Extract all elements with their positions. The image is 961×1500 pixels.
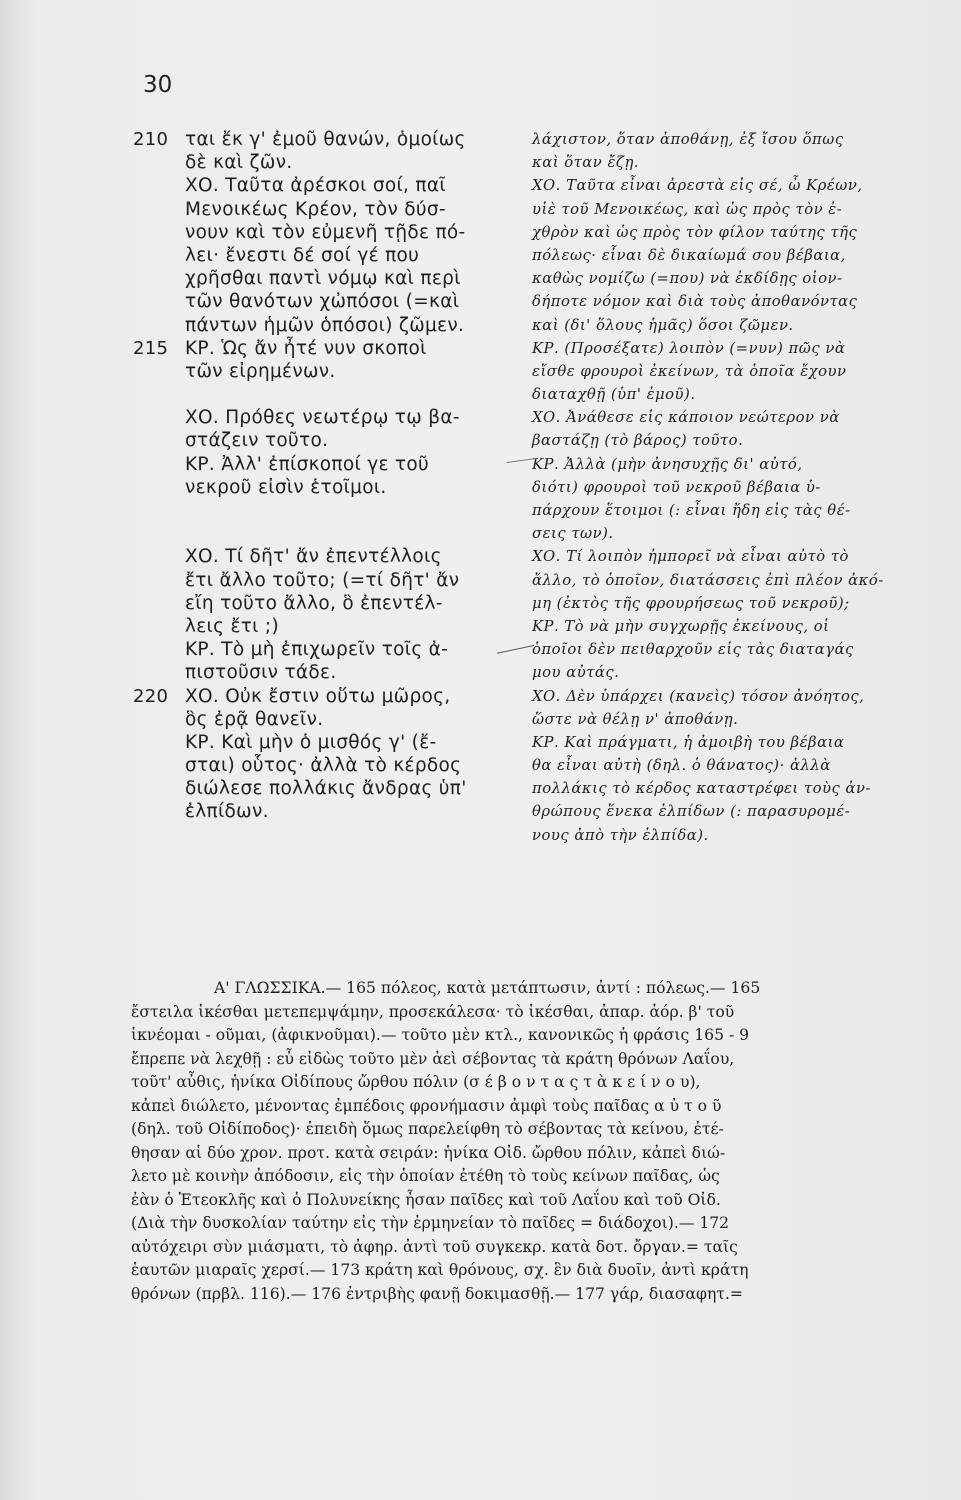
note-line: κἀπεὶ διώλετο, μένοντας ἐμπέδοις φρονήμασιν ἀμφὶ τοὺς παῖδας α ὐ τ ο ῦ: [131, 1096, 722, 1115]
greek-line: [133, 569, 503, 592]
translation-line: ὥστε νὰ θέλῃ ν' ἀποθάνῃ.: [532, 710, 739, 728]
greek-line: [133, 383, 503, 406]
greek-line: [133, 453, 503, 476]
greek-line-text: νουν καὶ τὸν εὐμενῆ τῇδε πό-: [185, 221, 466, 243]
translation-line: πολλάκις τὸ κέρδος καταστρέφει τοὺς ἀν-: [532, 780, 871, 798]
greek-line: [133, 800, 503, 823]
translation-line: διαταχθῇ (ὑπ' ἐμοῦ).: [532, 386, 696, 404]
greek-line-text: δὲ καὶ ζῶν.: [185, 152, 293, 174]
translation-line: ΧΟ. Ἀνάθεσε εἰς κάποιον νεώτερον νὰ: [532, 409, 840, 427]
greek-line-text: λει· ἔνεστι δέ σοί γέ που: [185, 244, 420, 266]
greek-line: [133, 638, 503, 661]
greek-line-text: τῶν θανότων χὠπόσοι (=καὶ: [185, 291, 460, 313]
note-line: θρόνων (πρβλ. 116).— 176 ἐντριβὴς φανῇ δοκιμασθῇ.— 177 γάρ, διασαφητ.=: [131, 1284, 743, 1303]
line-number: 210: [133, 129, 169, 150]
translation-line: λάχιστον, ὅταν ἀποθάνῃ, ἐξ ἴσου ὅπως: [532, 131, 844, 148]
translation-line: ὁποῖοι δὲν πειθαρχοῦν εἰς τὰς διαταγάς: [532, 641, 854, 659]
greek-line: [133, 592, 503, 615]
greek-line: [133, 615, 503, 638]
line-number: 220: [133, 685, 169, 707]
greek-text-column: [133, 128, 503, 824]
note-line: λετο μὲ κοινὴν ἀπόδοσιν, εἰς τὴν ὁποίαν ἐτέθη τὸ τοὺς κείνων παῖδας, ὡς: [131, 1167, 720, 1185]
note-line: θησαν αἱ δύο χρον. προτ. κατὰ σειράν: ἡνίκα Οἰδ. ὤρθου πόλιν, κἀπεὶ διώ-: [131, 1143, 726, 1162]
greek-line: [133, 128, 503, 151]
linguistic-notes: [131, 977, 909, 1306]
greek-line-text: ΚΡ. Καὶ μὴν ὁ μισθός γ' (ἔ-: [185, 731, 437, 753]
greek-line: [133, 267, 503, 290]
translation-line: μου αὐτάς.: [532, 664, 620, 682]
translation-line: ΧΟ. Τί λοιπὸν ἠμπορεῖ νὰ εἶναι αὐτὸ τὸ: [532, 548, 849, 566]
translation-line: ἄλλο, τὸ ὁποῖον, διατάσσεις ἐπὶ πλέον ἀκό-: [532, 571, 884, 589]
note-line: (δηλ. τοῦ Οἰδίποδος)· ἐπειδὴ ὅμως παρελείφθη τὸ σέβοντας τὰ κείνου, ἐτέ-: [131, 1120, 724, 1138]
greek-line: [133, 151, 503, 174]
greek-line-text: ΚΡ. Ὡς ἄν ἦτέ νυν σκοποὶ: [185, 337, 427, 359]
greek-line-text: ται ἔκ γ' ἐμοῦ θανών, ὁμοίως: [185, 129, 466, 150]
greek-line: [133, 708, 503, 731]
translation-line: βαστάζῃ (τὸ βάρος) τοῦτο.: [532, 432, 744, 450]
greek-line: [133, 522, 503, 545]
greek-line-text: λεις ἔτι ;): [185, 615, 279, 637]
greek-line-text: Μενοικέως Κρέον, τὸν δύσ-: [185, 198, 446, 220]
greek-line: [133, 545, 503, 568]
translation-line: υἱὲ τοῦ Μενοικέως, καὶ ὡς πρὸς τὸν ἐ-: [532, 200, 843, 218]
greek-line-text: ΧΟ. Τί δῆτ' ἄν ἐπεντέλλοις: [185, 546, 442, 568]
translation-line: θα εἶναι αὐτὴ (δηλ. ὁ θάνατος)· ἀλλὰ: [532, 757, 831, 775]
greek-line-text: ΧΟ. Οὐκ ἔστιν οὕτω μῶρος,: [185, 685, 451, 707]
greek-line: [133, 174, 503, 197]
translation-line: μη (ἐκτὸς τῆς φρουρήσεως τοῦ νεκροῦ);: [532, 594, 850, 612]
note-line: ἱκνέομαι - οῦμαι, (ἀφικνοῦμαι).— τοῦτο μὲν κτλ., κανονικῶς ἡ φράσις 165 - 9: [131, 1026, 750, 1044]
translation-line: χθρὸν καὶ ὡς πρὸς τὸν φίλον ταύτης τῆς: [532, 223, 858, 241]
greek-line-text: ΧΟ. Πρόθες νεωτέρῳ τῳ βα-: [185, 407, 460, 429]
greek-line-text: ὃς ἐρᾷ θανεῖν.: [185, 708, 324, 730]
greek-line: [133, 290, 503, 313]
note-line: τοῦτ' αὖθις, ἡνίκα Οἰδίπους ὤρθου πόλιν (σ έ β ο ν τ α ς τ ὰ κ ε ί ν ο υ),: [131, 1073, 701, 1091]
note-line: ἔπρεπε νὰ λεχθῇ : εὖ εἰδὼς τοῦτο μὲν ἀεὶ σέβοντας τὰ κράτη θρόνων Λαΐου,: [131, 1049, 735, 1068]
translation-line: πόλεως· εἶναι δὲ δικαίωμά σου βέβαια,: [532, 246, 846, 264]
translation-line: θρώπους ἕνεκα ἐλπίδων (: παρασυρομέ-: [532, 803, 851, 821]
greek-line-text: ἔτι ἄλλο τοῦτο; (=τί δῆτ' ἄν: [185, 569, 460, 591]
greek-line: [133, 198, 503, 221]
greek-line: [133, 337, 503, 360]
greek-line: [133, 661, 503, 684]
translation-line: ΚΡ. Καὶ πράγματι, ἡ ἀμοιβὴ του βέβαια: [532, 733, 845, 751]
translation-line: σεις των).: [532, 525, 614, 543]
line-number: 215: [133, 337, 169, 359]
translation-column: [532, 128, 927, 847]
translation-line: καὶ ὅταν ἔζῃ.: [532, 154, 640, 172]
note-line: ἔστειλα ἱκέσθαι μετεπεμψάμην, προσεκάλεσα· τὸ ἱκέσθαι, ἀπαρ. ἀόρ. β' τοῦ: [131, 1002, 735, 1021]
translation-line: πάρχουν ἕτοιμοι (: εἶναι ἤδη εἰς τὰς θέ-: [532, 502, 851, 519]
greek-line: [133, 731, 503, 754]
greek-line-text: ΚΡ. Τὸ μὴ ἐπιχωρεῖν τοῖς ἀ-: [185, 639, 449, 661]
translation-line: ΚΡ. (Προσέξατε) λοιπὸν (=νυν) πῶς νὰ: [532, 339, 846, 357]
note-line: ἐὰν ὁ Ἐτεοκλῆς καὶ ὁ Πολυνείκης ἦσαν παῖδες καὶ τοῦ Λαΐου καὶ τοῦ Οἰδ.: [131, 1190, 721, 1209]
greek-line: [133, 777, 503, 800]
greek-line-text: διώλεσε πολλάκις ἄνδρας ὑπ': [185, 778, 467, 800]
greek-line: [133, 221, 503, 244]
note-line: Α' ΓΛΩΣΣΙΚΑ.— 165 πόλεος, κατὰ μετάπτωσιν, ἀντί : πόλεως.— 165: [214, 979, 761, 997]
translation-line: εἴσθε φρουροὶ ἐκείνων, τὰ ὁποῖα ἔχουν: [532, 362, 847, 380]
note-line: (Διὰ τὴν δυσκολίαν ταύτην εἰς τὴν ἑρμηνείαν τὸ παῖδες = διάδοχοι).— 172: [131, 1214, 730, 1232]
greek-line: [133, 360, 503, 383]
greek-line-text: σται) οὗτος· ἀλλὰ τὸ κέρδος: [185, 755, 462, 777]
greek-line-text: στάζειν τοῦτο.: [185, 430, 329, 452]
translation-line: ΚΡ. Ἀλλὰ (μὴν ἀνησυχῇς δι' αὐτό,: [532, 455, 803, 473]
translation-line: δήποτε νόμον καὶ διὰ τοὺς ἀποθανόντας: [532, 293, 858, 311]
translation-line: ΧΟ. Ταῦτα εἶναι ἀρεστὰ εἰς σέ, ὦ Κρέων,: [532, 177, 863, 195]
greek-line: [133, 499, 503, 522]
page-number: 30: [143, 72, 173, 98]
greek-line: [133, 244, 503, 267]
greek-line-text: τῶν εἰρημένων.: [185, 360, 336, 382]
greek-line-text: ἐλπίδων.: [185, 801, 269, 823]
translation-line: διότι) φρουροὶ τοῦ νεκροῦ βέβαια ὑ-: [532, 478, 821, 496]
greek-line: [133, 406, 503, 429]
greek-line-text: χρῆσθαι παντὶ νόμῳ καὶ περὶ: [185, 268, 461, 290]
translation-line: ΚΡ. Τὸ νὰ μὴν συγχωρῇς ἐκείνους, οἱ: [532, 617, 830, 635]
greek-line: [133, 476, 503, 499]
note-line: ἑαυτῶν μιαραῖς χερσί.— 173 κράτη καὶ θρόνους, σχ. ἓν διὰ δυοῖν, ἀντὶ κράτη: [131, 1261, 749, 1279]
greek-line-text: ΧΟ. Ταῦτα ἀρέσκοι σοί, παῖ: [185, 175, 446, 197]
greek-line: [133, 314, 503, 337]
greek-line: [133, 429, 503, 452]
translation-line: καὶ (δι' ὅλους ἡμᾶς) ὅσοι ζῶμεν.: [532, 316, 794, 334]
translation-line: καθὼς νομίζω (=που) νὰ ἐκδίδῃς οἱον-: [532, 270, 843, 288]
greek-line-text: ΚΡ. Ἀλλ' ἐπίσκοποί γε τοῦ: [185, 453, 429, 475]
greek-line-text: πάντων ἡμῶν ὁπόσοι) ζῶμεν.: [185, 314, 465, 336]
translation-line: ΧΟ. Δὲν ὑπάρχει (κανεὶς) τόσον ἀνόητος,: [532, 687, 865, 705]
greek-line-text: νεκροῦ εἰσὶν ἑτοῖμοι.: [185, 476, 387, 498]
translation-line: νους ἀπὸ τὴν ἐλπίδα).: [532, 826, 709, 844]
note-line: αὐτόχειρι σὺν μιάσματι, τὸ ἀφηρ. ἀντὶ τοῦ συγκεκρ. κατὰ δοτ. ὄργαν.= ταῖς: [131, 1237, 738, 1256]
greek-line: [133, 754, 503, 777]
greek-line-text: πιστοῦσιν τάδε.: [185, 662, 337, 684]
greek-line: [133, 685, 503, 708]
greek-line-text: εἴη τοῦτο ἄλλο, ὃ ἐπεντέλ-: [185, 592, 443, 614]
